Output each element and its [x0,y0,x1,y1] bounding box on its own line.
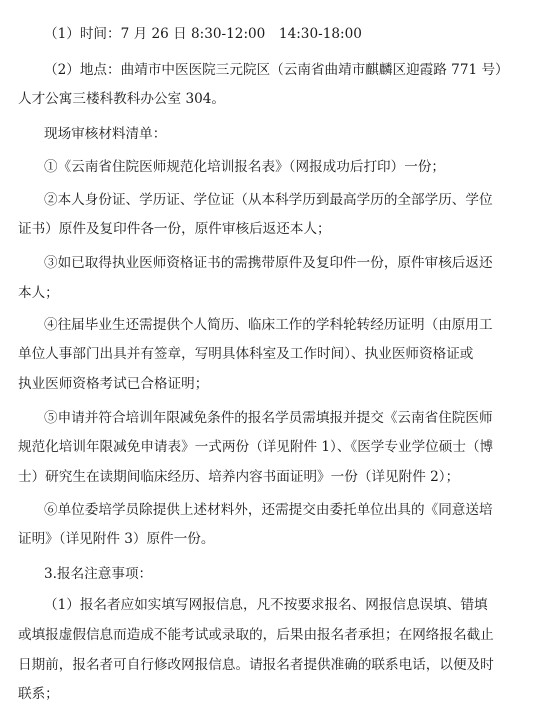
material-item-4-cont-1: 单位人事部门出具并有签章，写明具体科室及工作时间）、执业医师资格证或 [18,346,474,362]
material-item-1: ①《云南省住院医师规范化培训报名表》（网报成功后打印）一份； [44,159,446,175]
location-line: （2）地点：曲靖市中医医院三元院区（云南省曲靖市麒麟区迎霞路 771 号） [44,62,509,78]
section-heading-notes: 3.报名注意事项： [44,566,153,582]
note-item-1-cont-3: 联系； [18,686,59,702]
material-item-2: ②本人身份证、学历证、学位证（从本科学历到最高学历的全部学历、学位 [44,192,493,208]
material-item-6: ⑥单位委培学员除提供上述材料外，还需提交由委托单位出具的《同意送培 [44,502,493,518]
note-item-1: （1）报名者应如实填写网报信息，凡不按要求报名、网报信息误填、错填 [44,597,488,613]
material-item-5-cont-2: 士）研究生在读期间临床经历、培养内容书面证明》一份（详见附件 2）； [18,469,460,485]
material-item-4-cont-2: 执业医师资格考试已合格证明； [18,376,209,392]
material-item-6-cont: 证明》（详见附件 3）原件一份。 [18,531,215,547]
material-item-4: ④往届毕业生还需提供个人简历、临床工作的学科轮转经历证明（由原用工 [44,317,493,333]
materials-heading: 现场审核材料清单： [44,126,167,142]
note-item-1-cont-1: 或填报虚假信息而造成不能考试或录取的，后果由报名者承担；在网络报名截止 [18,627,494,643]
material-item-5-cont-1: 规范化培训年限减免申请表》一式两份（详见附件 1）、《医学专业学位硕士（博 [18,439,494,455]
note-item-1-cont-2: 日期前，报名者可自行修改网报信息。请报名者提供准确的联系电话，以便及时 [18,657,494,673]
time-line: （1）时间：7 月 26 日 8:30-12:00 14:30-18:00 [44,26,362,42]
material-item-2-cont: 证书）原件及复印件各一份，原件审核后返还本人； [18,221,331,237]
location-line-cont: 人才公寓三楼科教科办公室 304。 [18,91,225,107]
material-item-5: ⑤申请并符合培训年限减免条件的报名学员需填报并提交《云南省住院医师 [44,410,493,426]
material-item-3: ③如已取得执业医师资格证书的需携带原件及复印件一份，原件审核后返还 [44,255,493,271]
material-item-3-cont: 本人； [18,285,59,301]
